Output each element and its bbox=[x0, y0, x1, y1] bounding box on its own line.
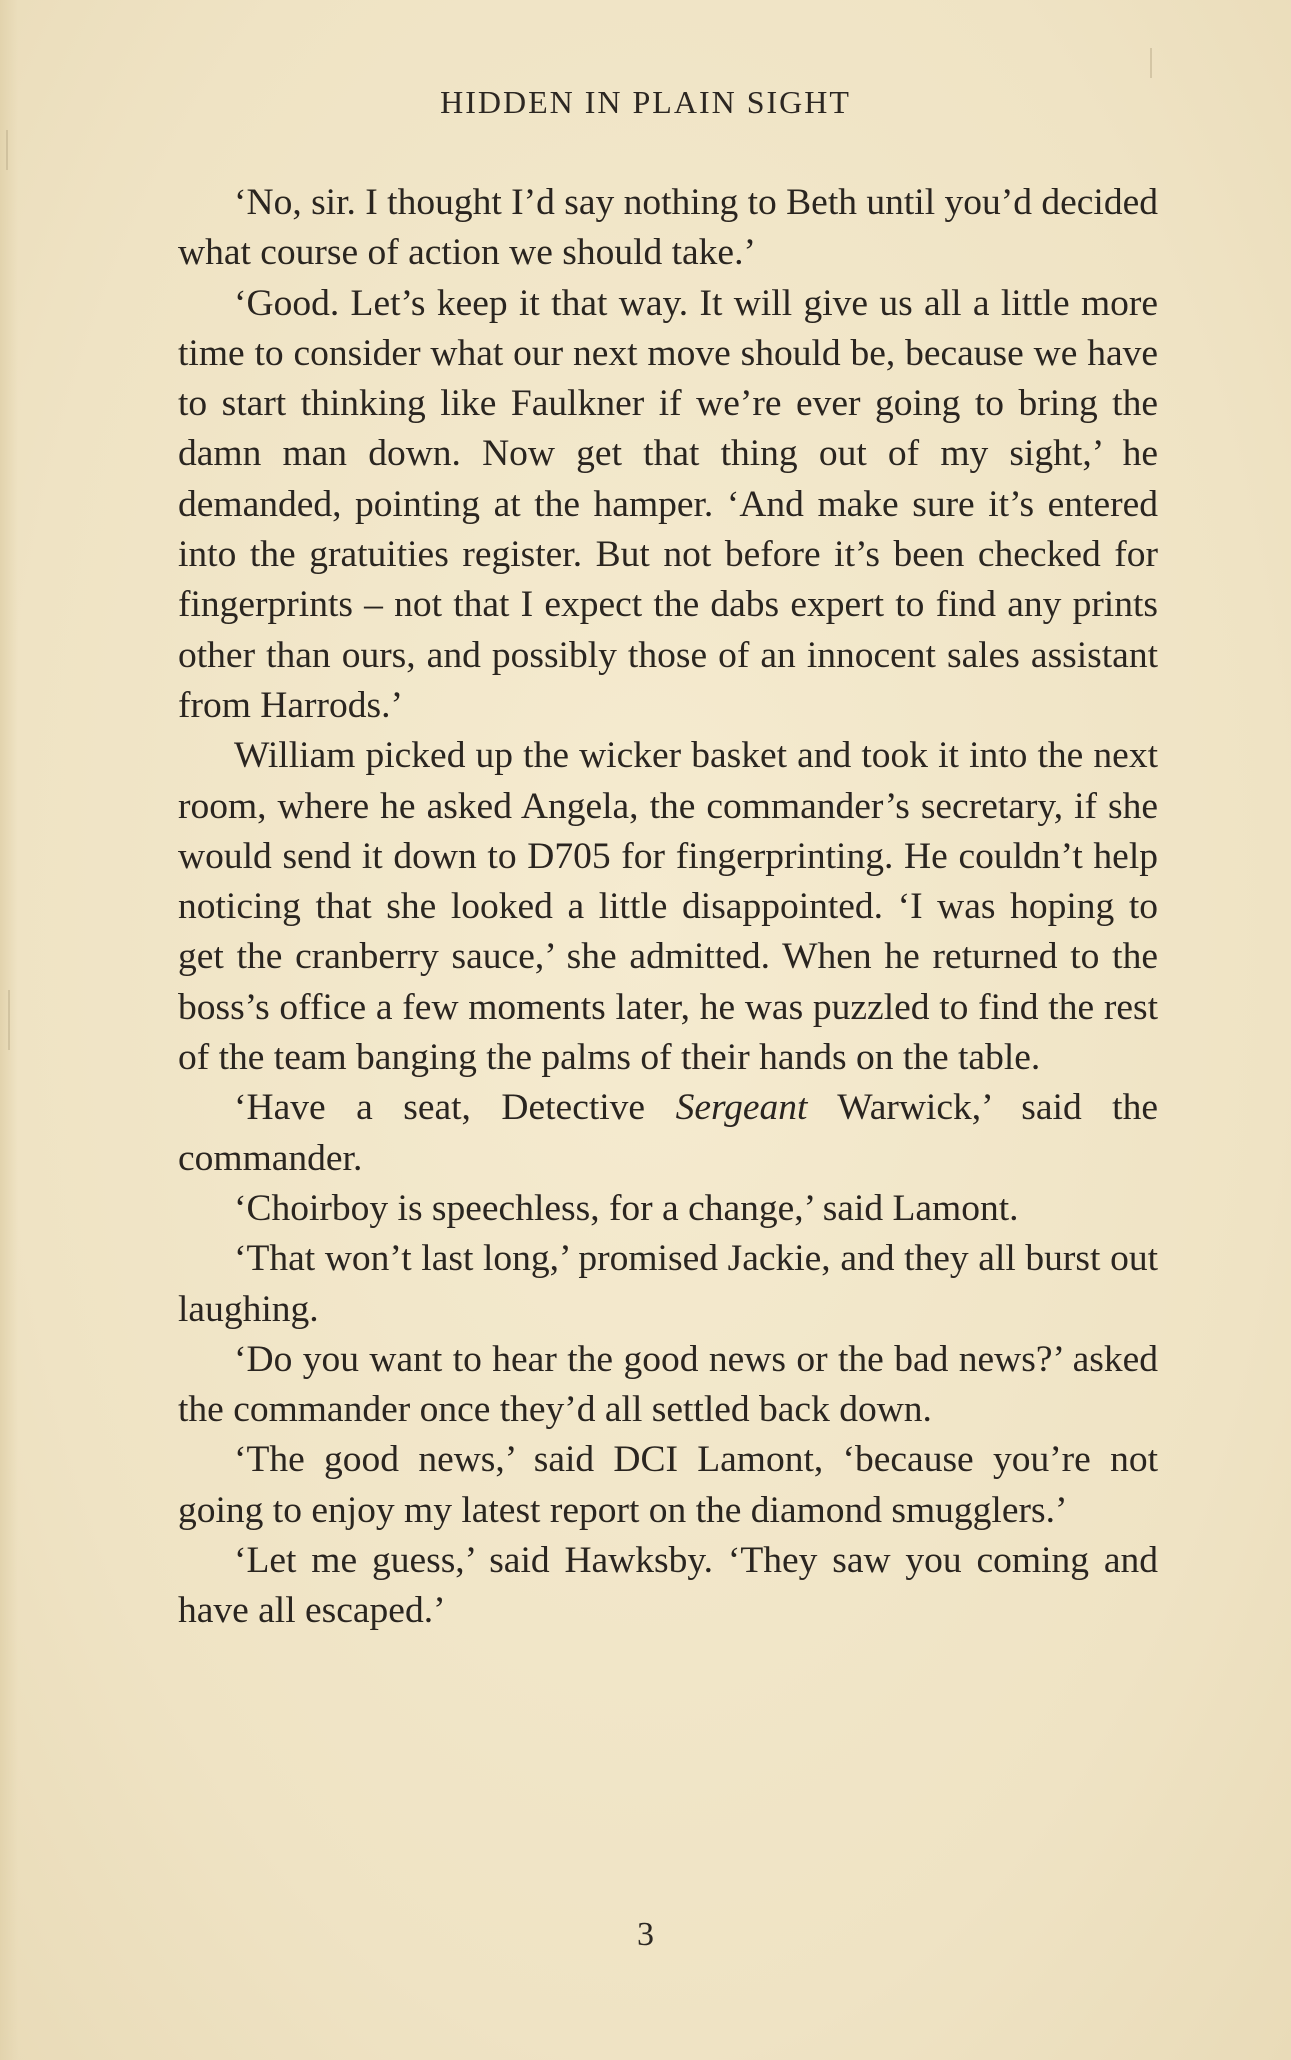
paragraph: ‘Choirboy is speechless, for a change,’ said Lamont. bbox=[234, 1187, 1019, 1229]
paragraph: ‘That won’t last long,’ promised Jackie, and they all burst out laughing. bbox=[178, 1238, 1158, 1330]
paragraph bbox=[178, 1083, 1158, 1184]
paragraph: William picked up the wicker basket and took it into the next room, where he asked Angela, the commander’s secretary, if she would send it down to D705 for fingerprinting. He couldn’t help noticing that she looked a little disappointed. ‘I was hoping to get the cranberry sauce,’ she admitted. When he returned to the boss’s office a few moments later, he was puzzled to find the rest of the team banging the palms of their hands on the table. bbox=[178, 735, 1158, 1079]
paragraph: ‘Let me guess,’ said Hawksby. ‘They saw you coming and have all escaped.’ bbox=[178, 1540, 1158, 1632]
paragraph-text: ‘Have a seat, Detective bbox=[234, 1087, 676, 1129]
paragraph-text: Warwick,’ said the commander. bbox=[178, 1087, 1158, 1179]
paper-mark bbox=[6, 130, 8, 170]
paragraph: ‘The good news,’ said DCI Lamont, ‘because you’re not going to enjoy my latest report on the diamond smugglers.’ bbox=[178, 1439, 1158, 1531]
paper-mark bbox=[8, 990, 10, 1050]
body-text bbox=[178, 178, 1158, 1637]
paper-mark bbox=[1150, 48, 1152, 78]
emphasized-word: Sergeant bbox=[675, 1087, 808, 1129]
page-number: 3 bbox=[637, 1916, 654, 1953]
running-head-title: HIDDEN IN PLAIN SIGHT bbox=[440, 84, 851, 120]
paragraph: ‘Good. Let’s keep it that way. It will give us all a little more time to consider what our next move should be, because we have to start thinking like Faulkner if we’re ever going to bring the damn man down. Now get that thing out of my sight,’ he demanded, pointing at the hamper. ‘And make sure it’s entered into the gratuities register. But not before it’s been checked for fingerprints – not that I expect the dabs expert to find any prints other than ours, and possibly those of an innocent sales assistant from Harrods.’ bbox=[178, 282, 1158, 726]
paragraph: ‘No, sir. I thought I’d say nothing to Beth until you’d decided what course of action we should take.’ bbox=[178, 182, 1158, 274]
paragraph: ‘Do you want to hear the good news or the bad news?’ asked the commander once they’d all settled back down. bbox=[178, 1338, 1158, 1431]
